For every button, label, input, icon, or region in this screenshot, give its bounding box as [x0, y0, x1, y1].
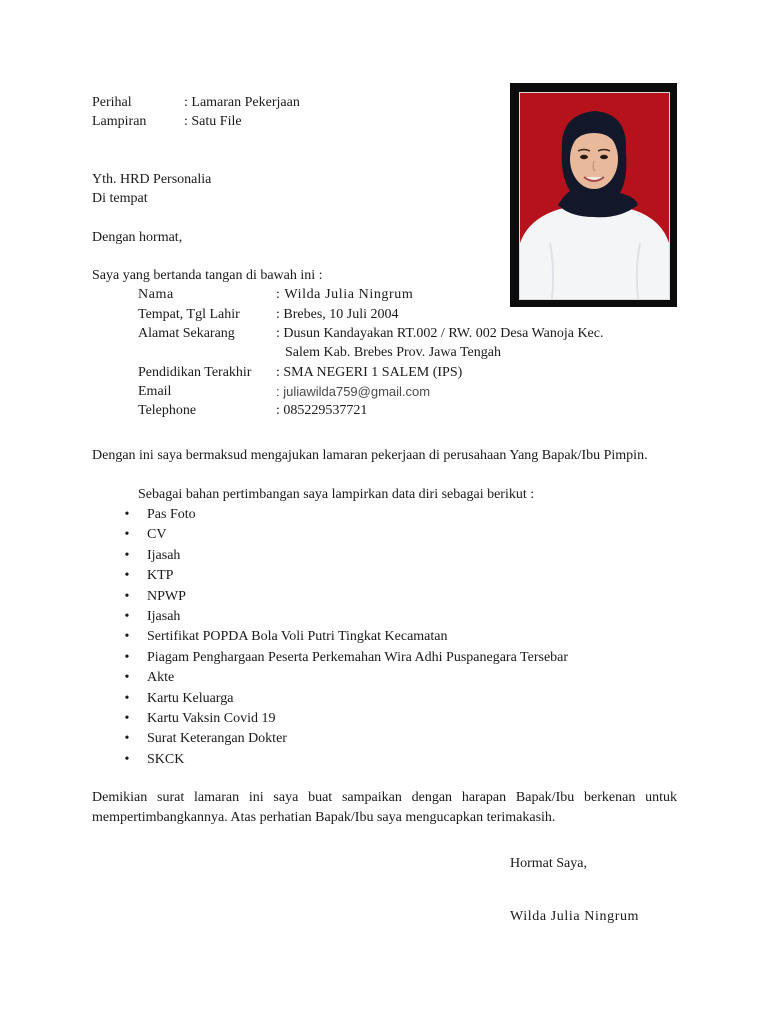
telephone-value: : 085229537721: [276, 403, 368, 418]
body-paragraph-1: Dengan ini saya bermaksud mengajukan lamaran pekerjaan di perusahaan Yang Bapak/Ibu Pimpin.: [92, 448, 648, 463]
closing-paragraph: Demikian surat lamaran ini saya buat sampaikan dengan harapan Bapak/Ibu berkenan untuk mempertimbangkannya. Atas perhatian Bapak/Ibu saya mengucapkan terimakasih.: [92, 790, 677, 825]
perihal-label: Perihal: [92, 95, 132, 110]
list-item: • KTP: [120, 566, 568, 586]
ttl-value: : Brebes, 10 Juli 2004: [276, 307, 399, 322]
bullet-icon: •: [124, 507, 130, 522]
bullet-icon: •: [124, 649, 130, 665]
telephone-label: Telephone: [138, 403, 197, 418]
alamat-value-line-1: : Dusun Kandayakan RT.002 / RW. 002 Desa Wanoja Kec.: [276, 326, 604, 341]
alamat-value-line-2: Salem Kab. Brebes Prov. Jawa Tengah: [285, 345, 501, 360]
bullet-icon: •: [124, 731, 130, 747]
list-item: • Ijasah: [120, 546, 568, 566]
portrait-photo-icon: [519, 92, 670, 300]
nama-label: Nama: [138, 287, 174, 302]
bullet-icon: •: [124, 568, 130, 584]
attachments-list: [120, 505, 568, 770]
bullet-icon: •: [124, 527, 130, 543]
intro-text: Saya yang bertanda tangan di bawah ini :: [92, 268, 323, 283]
bullet-icon: •: [124, 629, 130, 645]
email-label: Email: [138, 384, 172, 399]
alamat-label: Alamat Sekarang: [138, 326, 235, 341]
perihal-value: : Lamaran Pekerjaan: [184, 95, 300, 110]
list-item: • CV: [120, 525, 568, 545]
pendidikan-label: Pendidikan Terakhir: [138, 365, 252, 380]
list-item: • Akte: [120, 668, 568, 688]
bullet-icon: •: [124, 670, 130, 686]
bullet-icon: •: [124, 710, 130, 726]
body-paragraph-2: Sebagai bahan pertimbangan saya lampirkan data diri sebagai berikut :: [138, 487, 535, 502]
ttl-label: Tempat, Tgl Lahir: [138, 307, 240, 322]
nama-value: : Wilda Julia Ningrum: [276, 287, 414, 302]
greeting: Dengan hormat,: [92, 230, 183, 245]
signature-name: Wilda Julia Ningrum: [510, 909, 640, 924]
email-value: : juliawilda759@gmail.com: [276, 384, 431, 399]
bullet-icon: •: [124, 690, 130, 706]
list-item: • Pas Foto: [120, 505, 568, 525]
list-item: • Ijasah: [120, 607, 568, 627]
lampiran-label: Lampiran: [92, 114, 147, 129]
bullet-icon: •: [124, 608, 130, 624]
list-item: • Surat Keterangan Dokter: [120, 729, 568, 749]
photo-frame: [510, 83, 677, 307]
bullet-icon: •: [124, 588, 130, 604]
list-item: • Sertifikat POPDA Bola Voli Putri Tingkat Kecamatan: [120, 627, 568, 647]
lampiran-value: : Satu File: [184, 114, 242, 129]
recipient-line-2: Di tempat: [92, 191, 148, 206]
recipient-line-1: Yth. HRD Personalia: [92, 172, 212, 187]
list-item: • SKCK: [120, 750, 568, 770]
signature-salutation: Hormat Saya,: [510, 856, 587, 871]
bullet-icon: •: [124, 547, 130, 563]
list-item: • Kartu Keluarga: [120, 689, 568, 709]
bullet-icon: •: [124, 751, 130, 767]
list-item: • Kartu Vaksin Covid 19: [120, 709, 568, 729]
list-item: • NPWP: [120, 587, 568, 607]
list-item: • Piagam Penghargaan Peserta Perkemahan Wira Adhi Puspanegara Tersebar: [120, 648, 568, 668]
pendidikan-value: : SMA NEGERI 1 SALEM (IPS): [276, 365, 463, 380]
